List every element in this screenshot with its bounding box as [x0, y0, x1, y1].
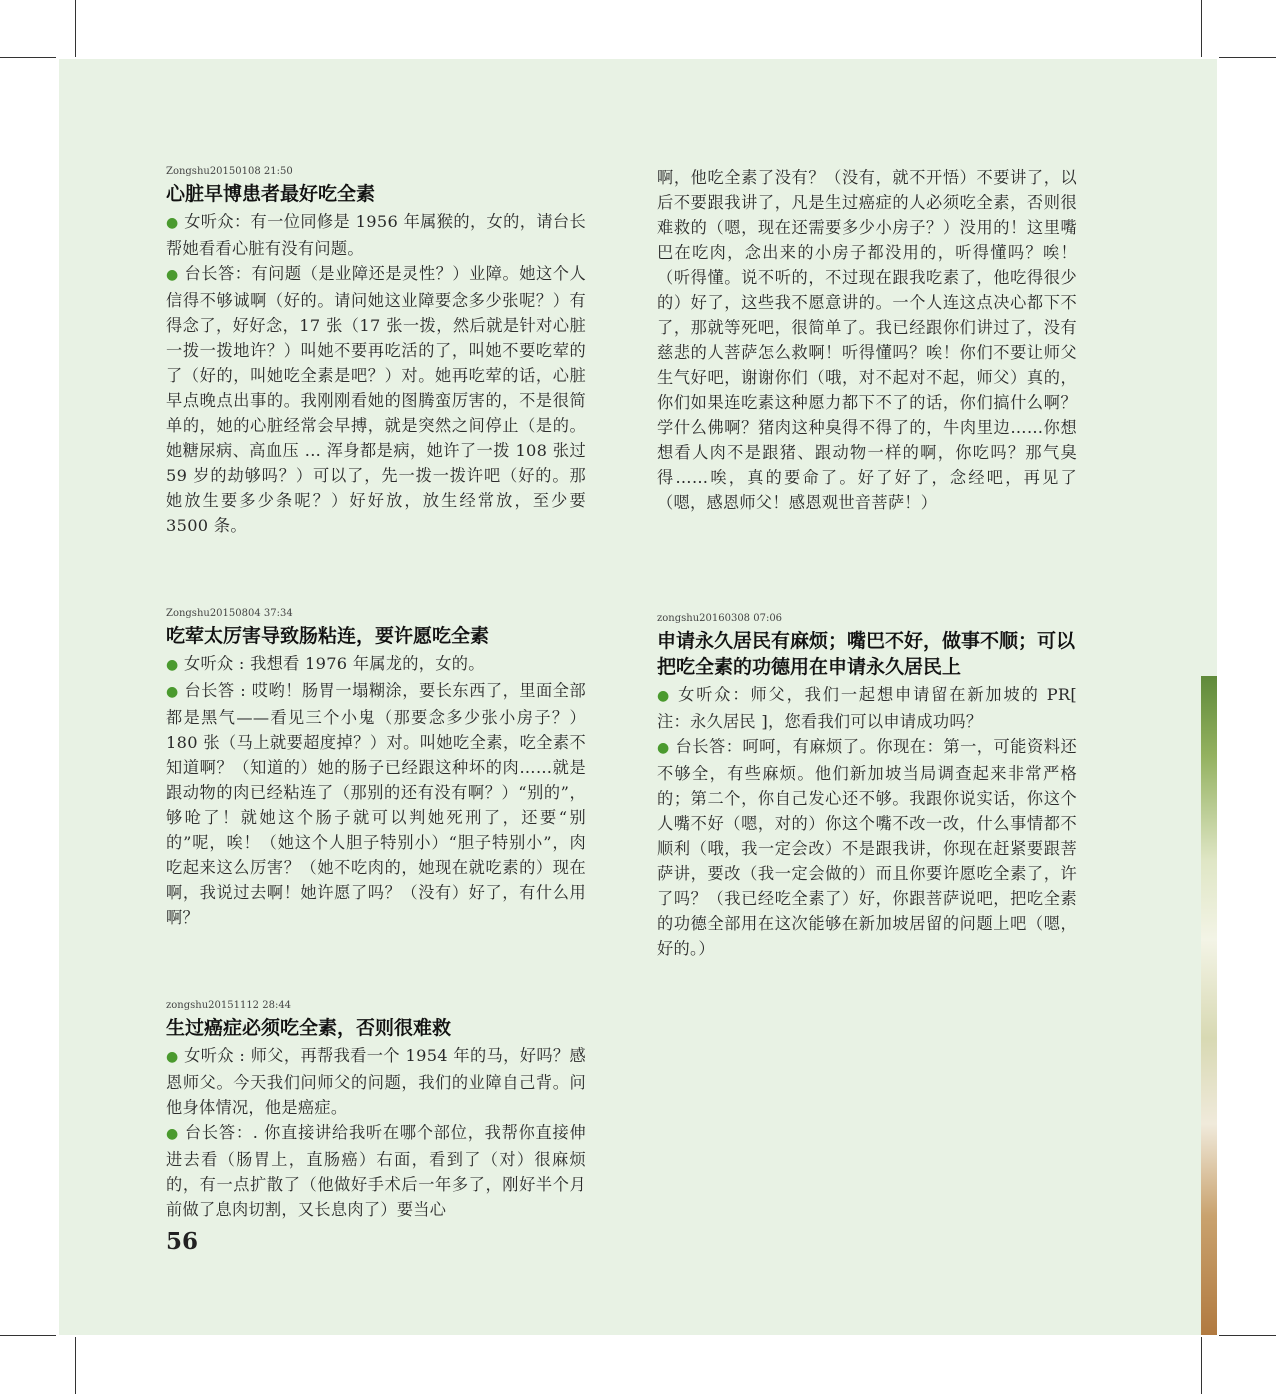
paragraph-text: 女听众：师父，我们一起想申请留在新加坡的 PR[ 注：永久居民 ]，您看我们可以申请成功吗？	[657, 685, 1077, 731]
bullet-icon: ●	[166, 267, 179, 283]
paragraph	[166, 1043, 586, 1120]
crop-mark	[75, 1337, 76, 1394]
article-right-continuation	[657, 165, 1077, 515]
article-title: 申请永久居民有麻烦；嘴巴不好，做事不顺；可以把吃全素的功德用在申请永久居民上	[657, 630, 1076, 678]
paragraph-text: 台长答：呵呵，有麻烦了。你现在：第一，可能资料还不够全，有些麻烦。他们新加坡当局调查起来非常严格的；第二个，你自己发心还不够。我跟你说实话，你这个人嘴不好（嗯，对的）你这个嘴不改一改，什么事情都不顺利（哦，我一定会改）不是跟我讲，你现在赶紧要跟菩萨讲，要改（我一定会做的）而且你要许愿吃全素了，许了吗？（我已经吃全素了）好，你跟菩萨说吧，把吃全素的功德全部用在这次能够在新加坡居留的问题上吧（嗯，好的。）	[657, 737, 1077, 958]
paragraph-text: 女听众：有一位同修是 1956 年属猴的，女的，请台长帮她看看心脏有没有问题。	[166, 212, 586, 258]
paragraph	[166, 678, 586, 930]
article-title: 生过癌症必须吃全素，否则很难救	[166, 1017, 452, 1039]
paragraph-text: 台长答 : 哎哟！肠胃一塌糊涂，要长东西了，里面全部都是黑气——看见三个小鬼（那要念多少张小房子？）180 张（马上就要超度掉？）对。叫她吃全素，吃全素不知道啊？（知道的）她的肠子已经跟这种坏的肉……就是跟动物的肉已经粘连了（那别的还有没有啊？）“别的”，够呛了！就她这个肠子就可以判她死刑了，还要“别的”呢，唉！（她这个人胆子特别小）“胆子特别小”，肉吃起来这么厉害？（她不吃肉的，她现在就吃素的）现在啊，我说过去啊！她许愿了吗？（没有）好了，有什么用啊？	[166, 681, 586, 927]
paragraph	[166, 1120, 586, 1222]
bullet-icon: ●	[657, 688, 672, 704]
paragraph	[657, 682, 1077, 734]
paragraph-text: 女听众 : 我想看 1976 年属龙的，女的。	[183, 654, 485, 673]
crop-mark	[0, 57, 56, 58]
crop-mark	[75, 0, 76, 57]
timestamp: zongshu20160308 07:06	[657, 613, 783, 624]
paragraph	[657, 734, 1077, 961]
crop-mark	[1201, 1337, 1202, 1394]
paragraph	[166, 209, 586, 261]
paragraph-text: 台长答：. 你直接讲给我听在哪个部位，我帮你直接伸进去看（肠胃上，直肠癌）右面，看到了（对）很麻烦的，有一点扩散了（他做好手术后一年多了，刚好半个月前做了息肉切割，又长息肉了）要当心	[166, 1123, 586, 1219]
article-left-2	[166, 607, 586, 930]
bullet-icon: ●	[166, 1126, 179, 1142]
timestamp: Zongshu20150108 21:50	[166, 166, 293, 177]
bullet-icon: ●	[166, 215, 179, 231]
timestamp: Zongshu20150804 37:34	[166, 608, 293, 619]
bullet-icon: ●	[657, 740, 670, 756]
article-title: 心脏早博患者最好吃全素	[166, 183, 376, 205]
article-left-3	[166, 999, 586, 1222]
paragraph	[166, 261, 586, 538]
paragraph	[166, 651, 586, 678]
crop-mark	[0, 1335, 56, 1336]
page-number: 56	[166, 1228, 199, 1255]
article-title: 吃荤太厉害导致肠粘连，要许愿吃全素	[166, 625, 490, 647]
bullet-icon: ●	[166, 1049, 179, 1065]
paragraph-text: 啊，他吃全素了没有？（没有，就不开悟）不要讲了，以后不要跟我讲了，凡是生过癌症的人必须吃全素，否则很难救的（嗯，现在还需要多少小房子？）没用的！这里嘴巴在吃肉，念出来的小房子都没用的，听得懂吗？唉！（听得懂。说不听的，不过现在跟我吃素了，他吃得很少的）好了，这些我不愿意讲的。一个人连这点决心都下不了，那就等死吧，很简单了。我已经跟你们讲过了，没有慈悲的人菩萨怎么救啊！听得懂吗？唉！你们不要让师父生气好吧，谢谢你们（哦，对不起对不起，师父）真的，你们如果连吃素这种愿力都下不了的话，你们搞什么啊？学什么佛啊？猪肉这种臭得不得了的，牛肉里边……你想想看人肉不是跟猪、跟动物一样的啊，你吃吗？那气臭得……唉，真的要命了。好了好了，念经吧，再见了（嗯，感恩师父！感恩观世音菩萨！）	[657, 168, 1077, 512]
crop-mark	[1201, 0, 1202, 57]
timestamp: zongshu20151112 28:44	[166, 1000, 292, 1011]
article-right-2	[657, 612, 1077, 961]
article-left-1	[166, 165, 586, 538]
bullet-icon: ●	[166, 657, 179, 673]
photo-strip-decoration	[1201, 676, 1217, 1335]
crop-mark	[1219, 57, 1276, 58]
bullet-icon: ●	[166, 684, 179, 700]
crop-mark	[1219, 1335, 1276, 1336]
paragraph-text: 女听众 : 师父，再帮我看一个 1954 年的马，好吗？感恩师父。今天我们问师父的问题，我们的业障自己背。问他身体情况，他是癌症。	[166, 1046, 586, 1117]
paragraph-text: 台长答：有问题（是业障还是灵性？）业障。她这个人信得不够诚啊（好的。请问她这业障要念多少张呢？）有得念了，好好念，17 张（17 张一拨，然后就是针对心脏一拨一拨地许？）叫她不要再吃活的了，叫她不要吃荤的了（好的，叫她吃全素是吧？）对。她再吃荤的话，心脏早点晚点出事的。我刚刚看她的图腾蛮厉害的，不是很简单的，她的心脏经常会早搏，就是突然之间停止（是的。她糖尿病、高血压 ... 浑身都是病，她许了一拨 108 张过 59 岁的劫够吗？）可以了，先一拨一拨许吧（好的。那她放生要多少条呢？）好好放，放生经常放，至少要 3500 条。	[166, 264, 586, 535]
